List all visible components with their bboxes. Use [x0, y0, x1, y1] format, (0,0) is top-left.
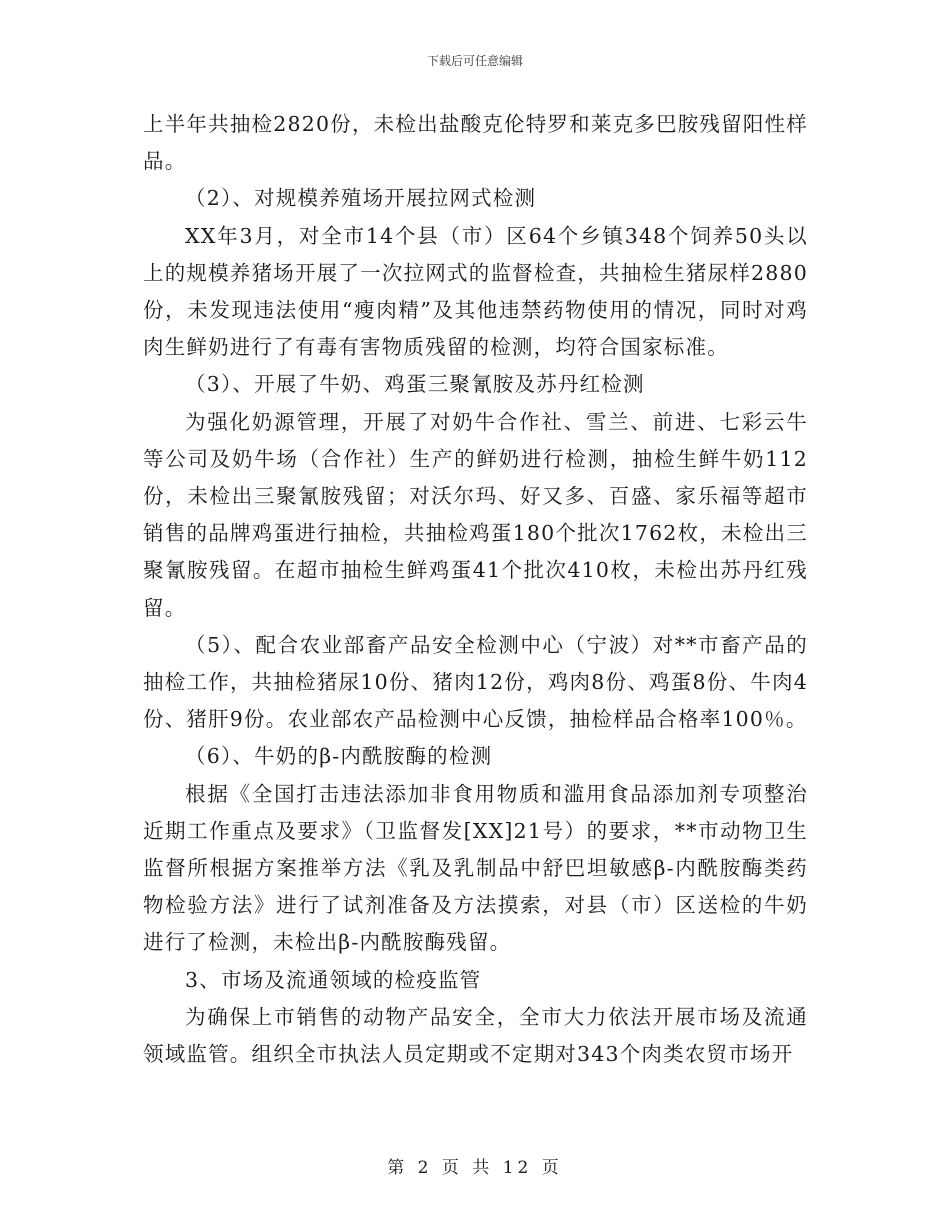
- page-footer: 第 2 页 共 12 页: [387, 1158, 563, 1178]
- paragraph: 为确保上市销售的动物产品安全，全市大力依法开展市场及流通领域监管。组织全市执法人员定期或不定期对343个肉类农贸市场开: [143, 1004, 808, 1067]
- paragraph: 根据《全国打击违法添加非食用物质和滥用食品添加剂专项整治近期工作重点及要求》（卫监督发[XX]21号）的要求，**市动物卫生监督所根据方案推举方法《乳及乳制品中舒巴坦敏感β-内酰胺酶类药物检验方法》进行了试剂准备及方法摸索，对县（市）区送检的牛奶进行了检测，未检出β-内酰胺酶残留。: [143, 781, 808, 955]
- section-heading: 3、市场及流通领域的检疫监管: [185, 967, 482, 992]
- page-header: 下载后可任意编辑: [426, 54, 523, 68]
- section-heading: （2）、对规模养殖场开展拉网式检测: [185, 186, 537, 211]
- paragraph: （5）、配合农业部畜产品安全检测中心（宁波）对**市畜产品的抽检工作，共抽检猪尿10份、猪肉12份，鸡肉8份、鸡蛋8份、牛肉4份、猪肝9份。农业部农产品检测中心反馈，抽检样品合格率100％。: [143, 632, 808, 732]
- paragraph: 为强化奶源管理，开展了对奶牛合作社、雪兰、前进、七彩云牛等公司及奶牛场（合作社）生产的鲜奶进行检测，抽检生鲜牛奶112份，未检出三聚氰胺残留；对沃尔玛、好又多、百盛、家乐福等超市销售的品牌鸡蛋进行抽检，共抽检鸡蛋180个批次1762枚，未检出三聚氰胺残留。在超市抽检生鲜鸡蛋41个批次410枚，未检出苏丹红残留。: [143, 409, 808, 620]
- section-heading: （6）、牛奶的β-内酰胺酶的检测: [185, 744, 493, 769]
- section-heading: （3）、开展了牛奶、鸡蛋三聚氰胺及苏丹红检测: [185, 372, 645, 397]
- paragraph: XX年3月，对全市14个县（市）区64个乡镇348个饲养50头以上的规模养猪场开展了一次拉网式的监督检查，共抽检生猪尿样2880份，未发现违法使用“瘦肉精”及其他违禁药物使用的情况，同时对鸡肉生鲜奶进行了有毒有害物质残留的检测，均符合国家标准。: [143, 223, 808, 360]
- paragraph: 上半年共抽检2820份，未检出盐酸克伦特罗和莱克多巴胺残留阳性样品。: [143, 112, 808, 174]
- document-body: [143, 106, 808, 1073]
